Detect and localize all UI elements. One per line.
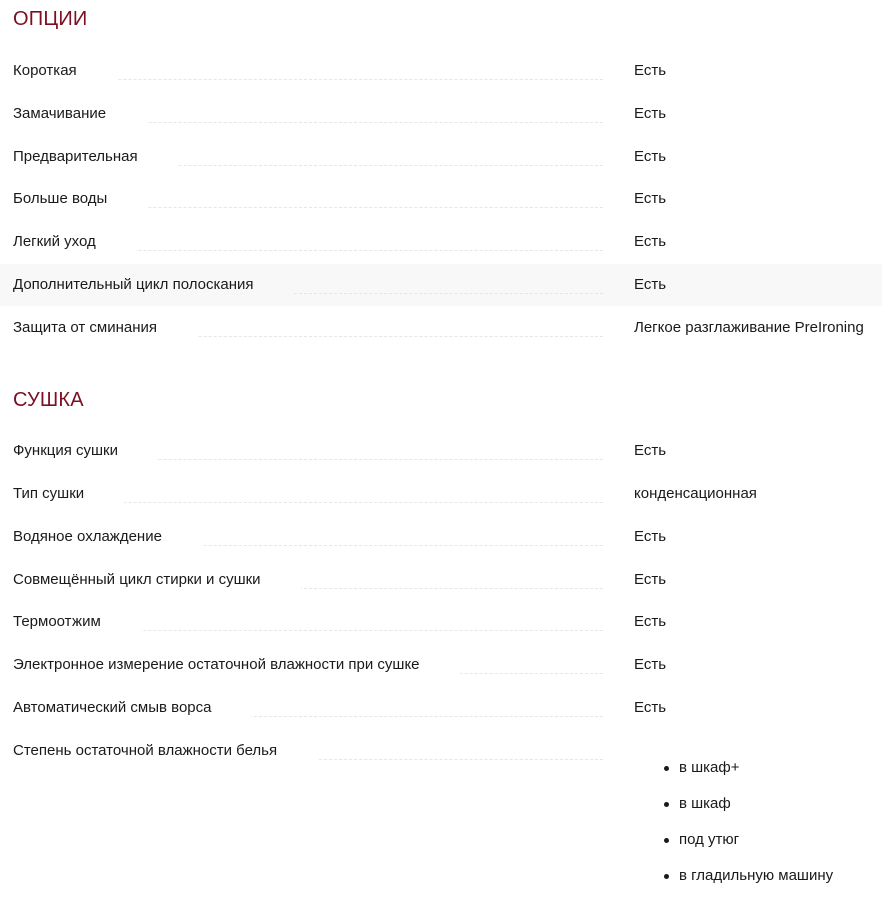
- spec-row-drying-function: [0, 430, 882, 472]
- spec-value: Есть: [634, 571, 667, 588]
- spec-row-residual-moisture: [0, 730, 882, 900]
- bullet-icon: [664, 766, 669, 771]
- spec-value: Есть: [634, 528, 667, 545]
- list-item-text: в шкаф+: [679, 759, 740, 776]
- list-item: [634, 795, 833, 831]
- list-item: [634, 867, 833, 903]
- spec-row-lint-flush: [0, 687, 882, 729]
- spec-label: Водяное охлаждение: [13, 528, 162, 545]
- spec-label: Легкий уход: [13, 233, 96, 250]
- options-section-title: ОПЦИИ: [13, 8, 88, 30]
- spec-label: Электронное измерение остаточной влажности при сушке: [13, 656, 420, 673]
- spec-row-water-cooling: [0, 516, 882, 558]
- spec-value: Есть: [634, 699, 667, 716]
- spec-value: Есть: [634, 276, 667, 293]
- drying-section-title: СУШКА: [13, 389, 84, 411]
- spec-value: Есть: [634, 190, 667, 207]
- spec-row-soak: [0, 93, 882, 135]
- list-item-text: в гладильную машину: [679, 867, 834, 884]
- spec-row-drying-type: [0, 473, 882, 515]
- spec-row-prewash: [0, 136, 882, 178]
- spec-label: Предварительная: [13, 148, 138, 165]
- spec-label: Короткая: [13, 62, 77, 79]
- spec-row-short: [0, 50, 882, 92]
- spec-label: Степень остаточной влажности белья: [13, 742, 278, 759]
- spec-label: Совмещённый цикл стирки и сушки: [13, 571, 261, 588]
- spec-label: Замачивание: [13, 105, 107, 122]
- spec-label: Дополнительный цикл полоскания: [13, 276, 254, 293]
- spec-value: Есть: [634, 62, 667, 79]
- list-item-text: под утюг: [679, 831, 740, 848]
- spec-value: конденсационная: [634, 485, 757, 502]
- bullet-icon: [664, 838, 669, 843]
- spec-value: Есть: [634, 105, 667, 122]
- bullet-icon: [664, 802, 669, 807]
- spec-value: Есть: [634, 148, 667, 165]
- spec-value: Есть: [634, 442, 667, 459]
- spec-row-crease-protection: [0, 307, 882, 349]
- bullet-icon: [664, 874, 669, 879]
- spec-value: Есть: [634, 613, 667, 630]
- spec-label: Защита от сминания: [13, 319, 157, 336]
- spec-value: Есть: [634, 656, 667, 673]
- spec-label: Тип сушки: [13, 485, 85, 502]
- spec-row-extra-rinse: [0, 264, 882, 306]
- spec-value: Есть: [634, 233, 667, 250]
- spec-label: Автоматический смыв ворса: [13, 699, 212, 716]
- spec-row-wash-dry-cycle: [0, 559, 882, 601]
- spec-label: Больше воды: [13, 190, 108, 207]
- spec-row-more-water: [0, 178, 882, 220]
- spec-label: Функция сушки: [13, 442, 118, 459]
- list-item-text: в шкаф: [679, 795, 731, 812]
- spec-label: Термоотжим: [13, 613, 101, 630]
- list-item: [634, 759, 833, 795]
- list-item: [634, 831, 833, 867]
- spec-row-thermo-spin: [0, 601, 882, 643]
- spec-row-moisture-sensor: [0, 644, 882, 686]
- spec-row-easy-care: [0, 221, 882, 263]
- spec-value-list: [634, 759, 833, 903]
- spec-value: Легкое разглаживание PreIroning: [634, 319, 864, 336]
